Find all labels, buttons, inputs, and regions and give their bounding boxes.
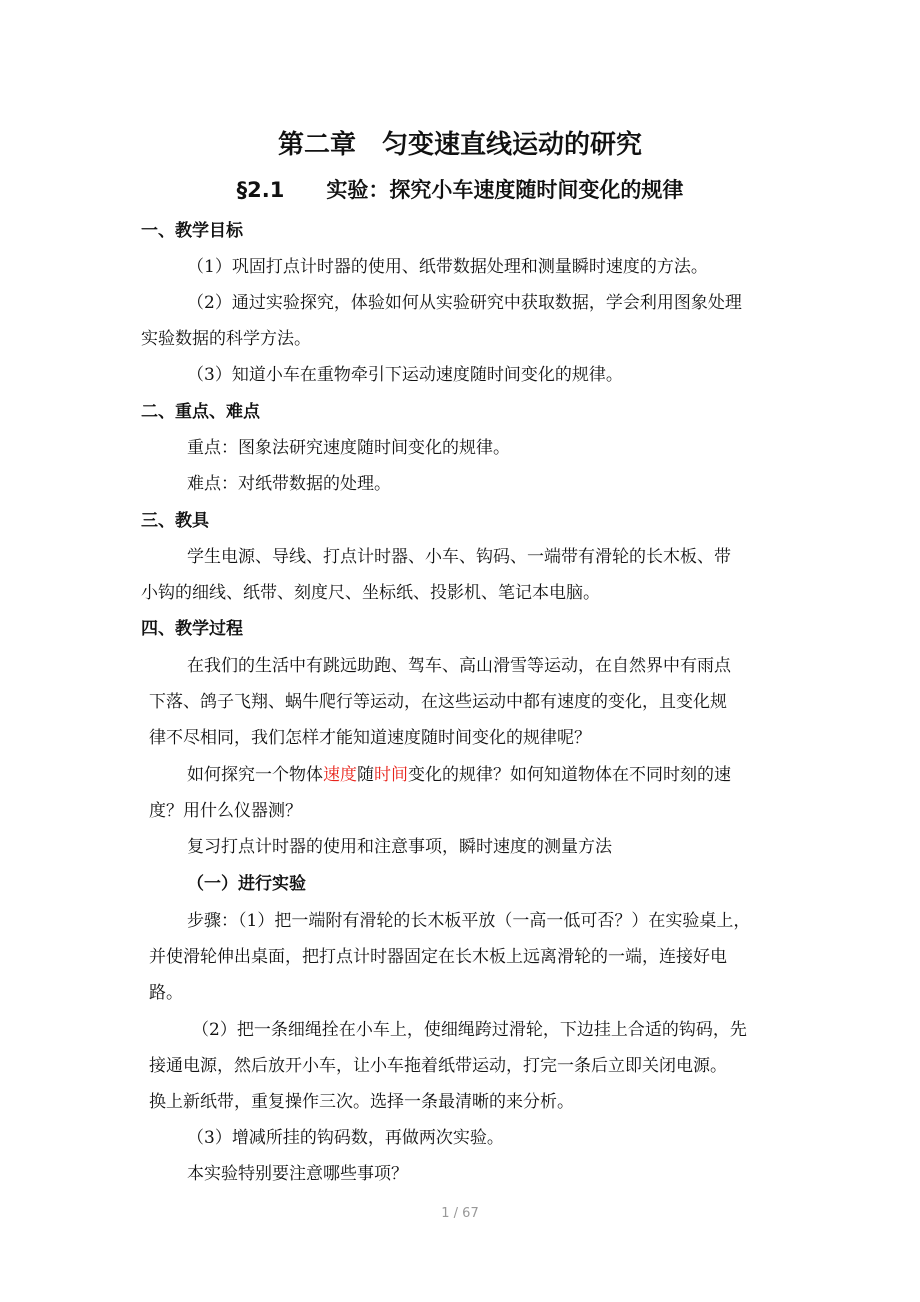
goal-item-1: （1）巩固打点计时器的使用、纸带数据处理和测量瞬时速度的方法。 — [187, 257, 708, 277]
question-text-1: 如何探究一个物体 — [187, 765, 323, 785]
key-point: 重点：图象法研究速度随时间变化的规律。 — [187, 438, 510, 458]
step1-line-2: 并使滑轮伸出桌面，把打点计时器固定在长木板上远离滑轮的一端，连接好电 — [149, 947, 727, 967]
chapter-title: 第二章 匀变速直线运动的研究 — [277, 130, 642, 160]
question-text-2: 随 — [357, 765, 374, 785]
intro-line-2: 下落、鸽子飞翔、蜗牛爬行等运动，在这些运动中都有速度的变化，且变化规 — [149, 692, 727, 712]
aids-line-2: 小钩的细线、纸带、刻度尺、坐标纸、投影机、笔记本电脑。 — [141, 583, 600, 603]
intro-line-3: 律不尽相同，我们怎样才能知道速度随时间变化的规律呢？ — [149, 728, 591, 748]
step2-line-2: 接通电源，然后放开小车，让小车拖着纸带运动，打完一条后立即关闭电源。 — [149, 1056, 727, 1076]
review-line: 复习打点计时器的使用和注意事项，瞬时速度的测量方法 — [187, 837, 612, 857]
intro-line-1: 在我们的生活中有跳远助跑、驾车、高山滑雪等运动，在自然界中有雨点 — [187, 656, 731, 676]
highlight-time: 时间 — [374, 765, 408, 785]
aids-line-1: 学生电源、导线、打点计时器、小车、钩码、一端带有滑轮的长木板、带 — [187, 547, 731, 567]
step2-line-3: 换上新纸带，重复操作三次。选择一条最清晰的来分析。 — [149, 1092, 574, 1112]
heading-teaching-goals: 一、教学目标 — [141, 221, 243, 241]
heading-conduct-experiment: （一）进行实验 — [187, 874, 306, 894]
heading-key-points: 二、重点、难点 — [141, 402, 260, 422]
goal-item-3: （3）知道小车在重物牵引下运动速度随时间变化的规律。 — [187, 365, 623, 385]
goal-item-2-cont: 实验数据的科学方法。 — [141, 329, 311, 349]
highlight-speed: 速度 — [323, 765, 357, 785]
heading-teaching-aids: 三、教具 — [141, 511, 209, 531]
page-indicator: 1 / 67 — [441, 1206, 479, 1221]
question-text-3: 变化的规律？如何知道物体在不同时刻的速 — [408, 765, 731, 785]
step2-line-1: （2）把一条细绳拴在小车上，使细绳跨过滑轮，下边挂上合适的钩码，先 — [192, 1020, 747, 1040]
step1-line-1: 步骤：（1）把一端附有滑轮的长木板平放（一高一低可否？）在实验桌上， — [187, 911, 751, 931]
notes-question: 本实验特别要注意哪些事项？ — [187, 1164, 408, 1184]
step3-line: （3）增减所挂的钩码数，再做两次实验。 — [187, 1128, 504, 1148]
goal-item-2: （2）通过实验探究，体验如何从实验研究中获取数据，学会利用图象处理 — [187, 293, 742, 313]
difficult-point: 难点：对纸带数据的处理。 — [187, 474, 391, 494]
step1-line-3: 路。 — [149, 983, 183, 1003]
question-line-2: 度？用什么仪器测？ — [149, 801, 302, 821]
question-paragraph — [187, 760, 731, 785]
heading-teaching-process: 四、教学过程 — [141, 619, 243, 639]
section-title: §2.1 实验：探究小车速度随时间变化的规律 — [236, 178, 684, 202]
